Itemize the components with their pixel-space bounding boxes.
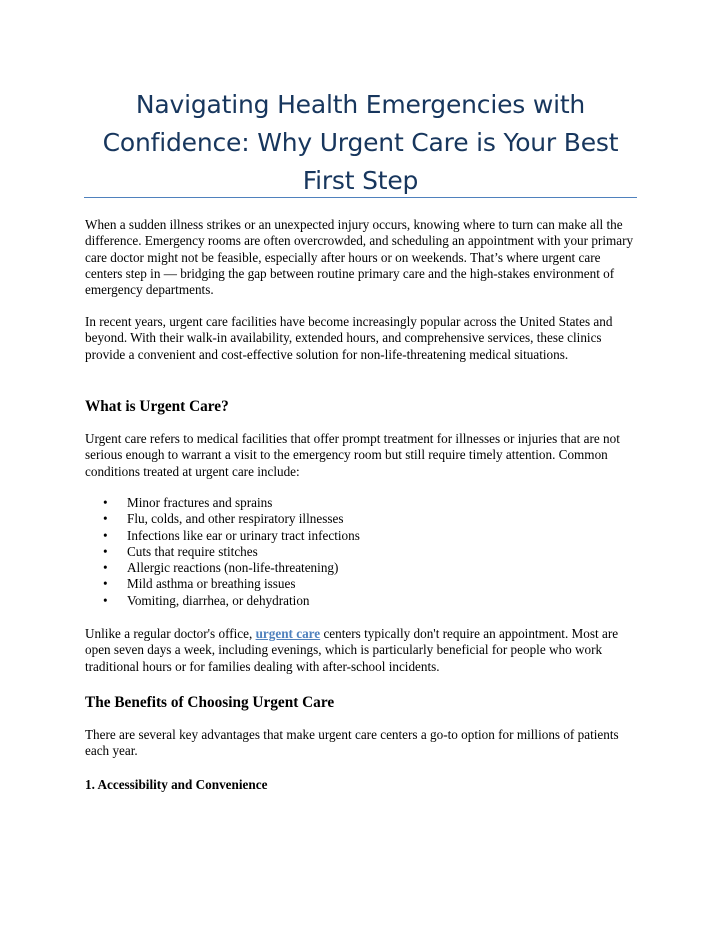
bullet-icon: •	[103, 592, 108, 608]
urgent-care-link[interactable]: urgent care	[255, 626, 321, 641]
list-item	[85, 528, 637, 544]
bullet-icon: •	[103, 527, 108, 543]
what-is-urgent-care-paragraph: Urgent care refers to medical facilities that offer prompt treatment for illnesses or injuries that are not serious enough to warrant a visit to the emergency room but still require timely attention. Common conditions treated at urgent care include:	[85, 431, 620, 479]
list-item-text: Infections like ear or urinary tract infections	[127, 527, 360, 543]
list-item	[85, 576, 637, 592]
title-divider	[84, 197, 637, 198]
conditions-list	[85, 495, 637, 609]
bullet-icon: •	[103, 511, 108, 527]
bullet-icon: •	[103, 560, 108, 576]
list-item-text: Vomiting, diarrhea, or dehydration	[127, 592, 310, 608]
bullet-icon: •	[103, 495, 108, 510]
heading-benefits: The Benefits of Choosing Urgent Care	[85, 694, 335, 711]
unlike-paragraph	[85, 626, 637, 675]
list-item	[85, 544, 637, 560]
intro-paragraph-2: In recent years, urgent care facilities have become increasingly popular across the United States and beyond. With their walk-in availability, extended hours, and comprehensive services, these clinics provide a convenient and cost-effective solution for non-life-threatening medical situations.	[85, 314, 613, 362]
list-item	[85, 593, 637, 609]
list-item-text: Flu, colds, and other respiratory illnesses	[127, 511, 344, 527]
subheading-accessibility: 1. Accessibility and Convenience	[85, 777, 268, 792]
list-item	[85, 560, 637, 576]
list-item-text: Minor fractures and sprains	[127, 495, 273, 510]
list-item	[85, 495, 637, 511]
intro-paragraph-1: When a sudden illness strikes or an unexpected injury occurs, knowing where to turn can make all the difference. Emergency rooms are often overcrowded, and scheduling an appointment with your primary care doctor might not be feasible, especially after hours or on weekends. That’s where urgent care centers step in — bridging the gap between routine primary care and the high-stakes environment of emergency departments.	[85, 217, 634, 298]
unlike-text-before: Unlike a regular doctor's office,	[85, 626, 256, 641]
list-item-text: Allergic reactions (non-life-threatening)	[127, 560, 339, 576]
list-item-text: Mild asthma or breathing issues	[127, 576, 296, 592]
benefits-paragraph: There are several key advantages that make urgent care centers a go-to option for millions of patients each year.	[85, 727, 619, 759]
list-item	[85, 511, 637, 527]
bullet-icon: •	[103, 576, 108, 592]
unlike-text-after: centers typically don't require an appointment. Most are open seven days a week, including evenings, which is particularly beneficial for people who work traditional hours or for families dealing with after-school incidents.	[85, 626, 619, 674]
bullet-icon: •	[103, 543, 108, 559]
heading-what-is-urgent-care: What is Urgent Care?	[85, 398, 229, 415]
list-item-text: Cuts that require stitches	[127, 543, 258, 559]
page-title: Navigating Health Emergencies with Confidence: Why Urgent Care is Your Best First Step	[102, 90, 619, 195]
